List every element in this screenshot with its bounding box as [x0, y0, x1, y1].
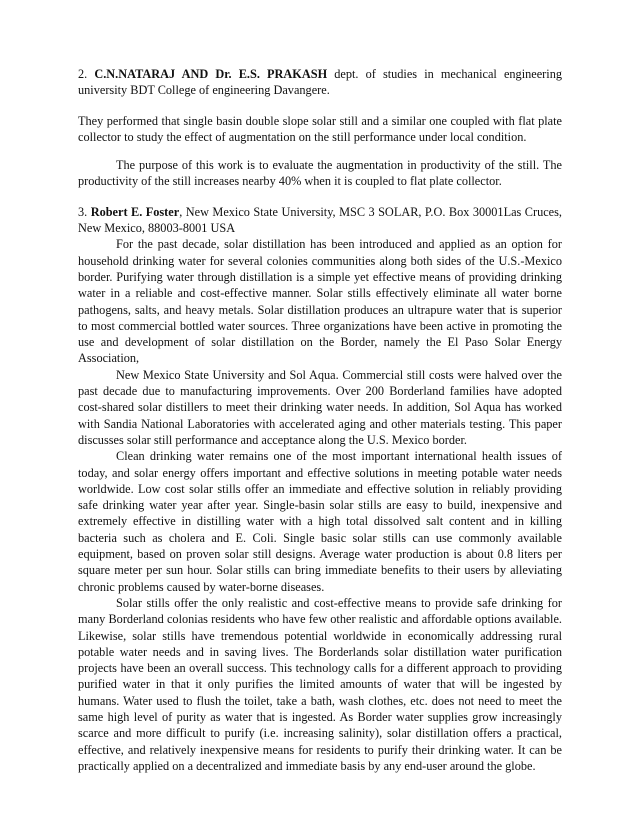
section-3-heading — [78, 204, 562, 237]
section-2-paragraph-2: The purpose of this work is to evaluate the augmentation in productivity of the still. The productivity of the still increases nearby 40% when it is coupled to flat plate collector. — [78, 158, 562, 189]
document-page — [78, 66, 562, 774]
section-3-number: 3. — [78, 204, 88, 219]
section-3-paragraph-1: For the past decade, solar distillation has been introduced and applied as an option for household drinking water for several colonies communities along both sides of the U.S.-Mexico border. Purifying water through distillation is a simple yet effective means of providing drinking water in a reliable and cost-effective manner. Solar stills effectively eliminate all water borne pathogens, salts, and heavy metals. Solar distillation produces an ultrapure water that is superior to most commercial bottled water sources. Three organizations have been active in promoting the use and development of solar distillation on the Border, namely the El Paso Solar Energy Association, — [78, 237, 562, 366]
section-3-paragraph-4: Solar stills offer the only realistic and cost-effective means to provide safe drinking for many Borderland colonias residents who have few other realistic and affordable options available. Likewise, solar stills have tremendous potential worldwide in economically addressing rural potable water needs and in saving lives. The Borderlands solar distillation water purification projects have been an overall success. This technology calls for a different approach to providing purified water in that it only purifies the limited amounts of water that will be ingested by humans. Water used to flush the toilet, take a bath, wash clothes, etc. does not need to meet the same high level of purity as water that is ingested. As Border water supplies grow increasingly scarce and more difficult to purify (i.e. increasing salinity), solar distillation offers a practical, effective, and relatively inexpensive means for residents to purify their drinking water. It can be practically applied on a decentralized and immediate basis by any end-user around the globe. — [78, 595, 562, 773]
section-3-affiliation: , New Mexico State University, MSC 3 SOLAR, P.O. Box 30001Las Cruces, New Mexico, 88003-8001 USA — [78, 204, 562, 236]
section-3-author: Robert E. Foster — [90, 204, 180, 219]
section-2-authors: C.N.NATARAJ AND Dr. E.S. PRAKASH — [94, 67, 328, 81]
section-2-affiliation: dept. of studies in mechanical engineering university BDT College of engineering Davangere. — [78, 67, 562, 98]
section-2-paragraph-1: They performed that single basin double slope solar still and a similar one coupled with flat plate collector to study the effect of augmentation on the still performance under local condition. — [78, 113, 562, 144]
section-3-paragraph-3: Clean drinking water remains one of the most important international health issues of today, and solar energy offers important and effective solutions in meeting potable water needs worldwide. Low cost solar stills offer an immediate and effective solution in reliably providing safe drinking water year after year. Single-basin solar stills are easy to build, inexpensive and extremely effective in distilling water with a high total dissolved salt content and in killing bacteria such as cholera and E. Coli. Single basic solar stills can use commonly available equipment, based on proven solar still designs. Average water production is about 0.8 liters per square meter per sun hour. Solar stills can bring immediate benefits to their users by alleviating chronic problems caused by water-borne diseases. — [78, 449, 562, 594]
section-3-paragraph-2: New Mexico State University and Sol Aqua. Commercial still costs were halved over the past decade due to manufacturing improvements. Over 200 Borderland families have adopted cost-shared solar distillers to meet their drinking water needs. In addition, Sol Aqua has worked with Sandia National Laboratories with accelerated aging and other materials testing. This paper discusses solar still performance and acceptance along the U.S. Mexico border. — [78, 367, 562, 447]
section-2-number: 2. — [78, 67, 88, 81]
section-2-heading — [78, 66, 562, 99]
